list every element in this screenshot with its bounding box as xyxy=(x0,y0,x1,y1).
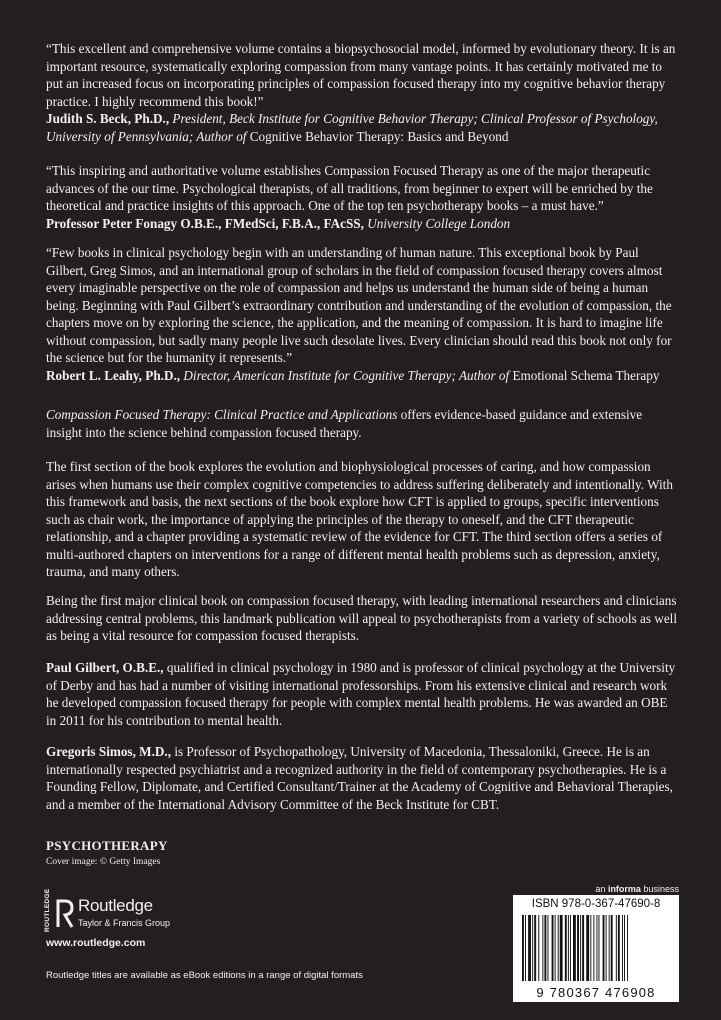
routledge-logo xyxy=(44,888,204,943)
quote-affiliation: University College London xyxy=(367,215,511,231)
quote-work: Emotional Schema Therapy xyxy=(512,367,660,383)
description-section-overview xyxy=(46,458,680,581)
bio-text: qualified in clinical psychology in 1980 and is professor of clinical psychology at the University of Derby and has had a number of visiting international professorships. From his extensive clinical and research work he developed compassion focused therapy for people with complex mental health problems. He was awarded an OBE in 2011 for his contribution to mental health. xyxy=(46,660,676,728)
quote-text: “This inspiring and authoritative volume establishes Compassion Focused Therapy as one of the major therapeutic advances of the our time. Psychological therapists, of all traditions, from beginner to expert will be enriched by the theoretical and practice insights of this approach. One of the top ten psychotherapy books – a must have.” xyxy=(46,163,653,213)
barcode-digits: 9 780367 476908 xyxy=(536,985,656,1000)
cover-image-credit: Cover image: © Getty Images xyxy=(46,857,161,867)
quote-work: Cognitive Behavior Therapy: Basics and Beyond xyxy=(249,128,509,144)
bio-text: is Professor of Psychopathology, University of Macedonia, Thessaloniki, Greece. He is an internationally respected psychiatrist and a recognized authority in the field of contemporary psychotherapies. He is a Founding Fellow, Diplomate, and Certified Consultant/Trainer at the Academy of Cognitive and Behavioral Therapies, and a member of the International Advisory Committee of the Beck Institute for CBT. xyxy=(46,744,673,812)
isbn-number: ISBN 978-0-367-47690-8 xyxy=(531,898,661,910)
informa-brand: informa xyxy=(607,884,641,894)
publisher-name: Routledge xyxy=(78,896,153,915)
quote-affiliation: President, Beck Institute for Cognitive Behavior Therapy; Clinical Professor of Psychology, University of Pennsylvania; Author of xyxy=(46,111,658,144)
quote-text: “This excellent and comprehensive volume contains a biopsychosocial model, informed by evolutionary theory. It is an important resource, systematically exploring compassion from many vantage points. It has certainly motivated me to put an increased focus on incorporating principles of compassion focused therapy into my cognitive behavior therapy practice. I highly recommend this book!” xyxy=(46,41,676,109)
bio-name: Gregoris Simos, M.D., xyxy=(46,744,172,759)
barcode-icon xyxy=(522,915,670,981)
quote-beck xyxy=(46,40,680,145)
book-title: Compassion Focused Therapy: Clinical Practice and Applications xyxy=(46,407,398,422)
isbn-barcode-box xyxy=(513,895,679,1002)
description-audience xyxy=(46,592,680,645)
quote-attribution xyxy=(46,367,680,385)
quote-text: “Few books in clinical psychology begin with an understanding of human nature. This exceptional book by Paul Gilbert, Greg Simos, and an international group of scholars in the field of compassion focused therapy covers almost every imaginable perspective on the role of compassion and helps us understand the human side of being a human being. Beginning with Paul Gilbert’s extraordinary contribution and understanding of the evolution of compassion, the chapters move on by exploring the science, the application, and the meaning of compassion. It is hard to imagine life without compassion, but sadly many people live such desolate lives. Every clinician should read this book not only for the science but for the humanity it represents.” xyxy=(46,245,672,365)
description-intro xyxy=(46,406,680,441)
audience-text: Being the first major clinical book on compassion focused therapy, with leading international researchers and clinicians addressing central problems, this landmark publication will appeal to psychotherapists from a variety of schools as well as being a vital resource for compassion focused therapists. xyxy=(46,593,678,643)
routledge-r-icon xyxy=(56,897,74,929)
bio-simos xyxy=(46,743,680,813)
quote-author: Professor Peter Fonagy O.B.E., FMedSci, F.B.A., FAcSS, xyxy=(46,215,364,231)
quote-leahy xyxy=(46,244,680,384)
bio-name: Paul Gilbert, O.B.E., xyxy=(46,660,164,675)
ebook-note: Routledge titles are available as eBook editions in a range of digital formats xyxy=(46,970,363,981)
quote-affiliation: Director, American Institute for Cognitive Therapy; Author of xyxy=(183,367,510,383)
publisher-group: Taylor & Francis Group xyxy=(78,918,171,928)
quote-author: Judith S. Beck, Ph.D., xyxy=(46,111,170,126)
informa-business-tag: an informa business xyxy=(595,884,679,894)
quote-attribution xyxy=(46,110,680,145)
overview-text: The first section of the book explores the evolution and biophysiological processes of caring, and how compassion arises when humans use their complex cognitive competencies to address suffering deliberately and intentionally. With this framework and basis, the next sections of the book explore how CFT is applied to groups, specific interventions such as chair work, the importance of applying the principles of the therapy to oneself, and the CFT therapeutic relationship, and a chapter providing a systematic review of the evidence for CFT. The third section offers a series of multi-authored chapters on interventions for a range of different mental health problems such as depression, anxiety, trauma, and many others. xyxy=(46,459,673,579)
intro-text: offers evidence-based guidance and extensive insight into the science behind compassion focused therapy. xyxy=(46,407,643,440)
subject-category: PSYCHOTHERAPY xyxy=(46,838,168,853)
routledge-spine-text: ROUTLEDGE xyxy=(44,888,51,932)
publisher-url[interactable]: www.routledge.com xyxy=(46,937,146,949)
bio-gilbert xyxy=(46,659,680,729)
quote-author: Robert L. Leahy, Ph.D., xyxy=(46,367,181,383)
quote-fonagy xyxy=(46,162,680,232)
quote-attribution xyxy=(46,215,680,233)
